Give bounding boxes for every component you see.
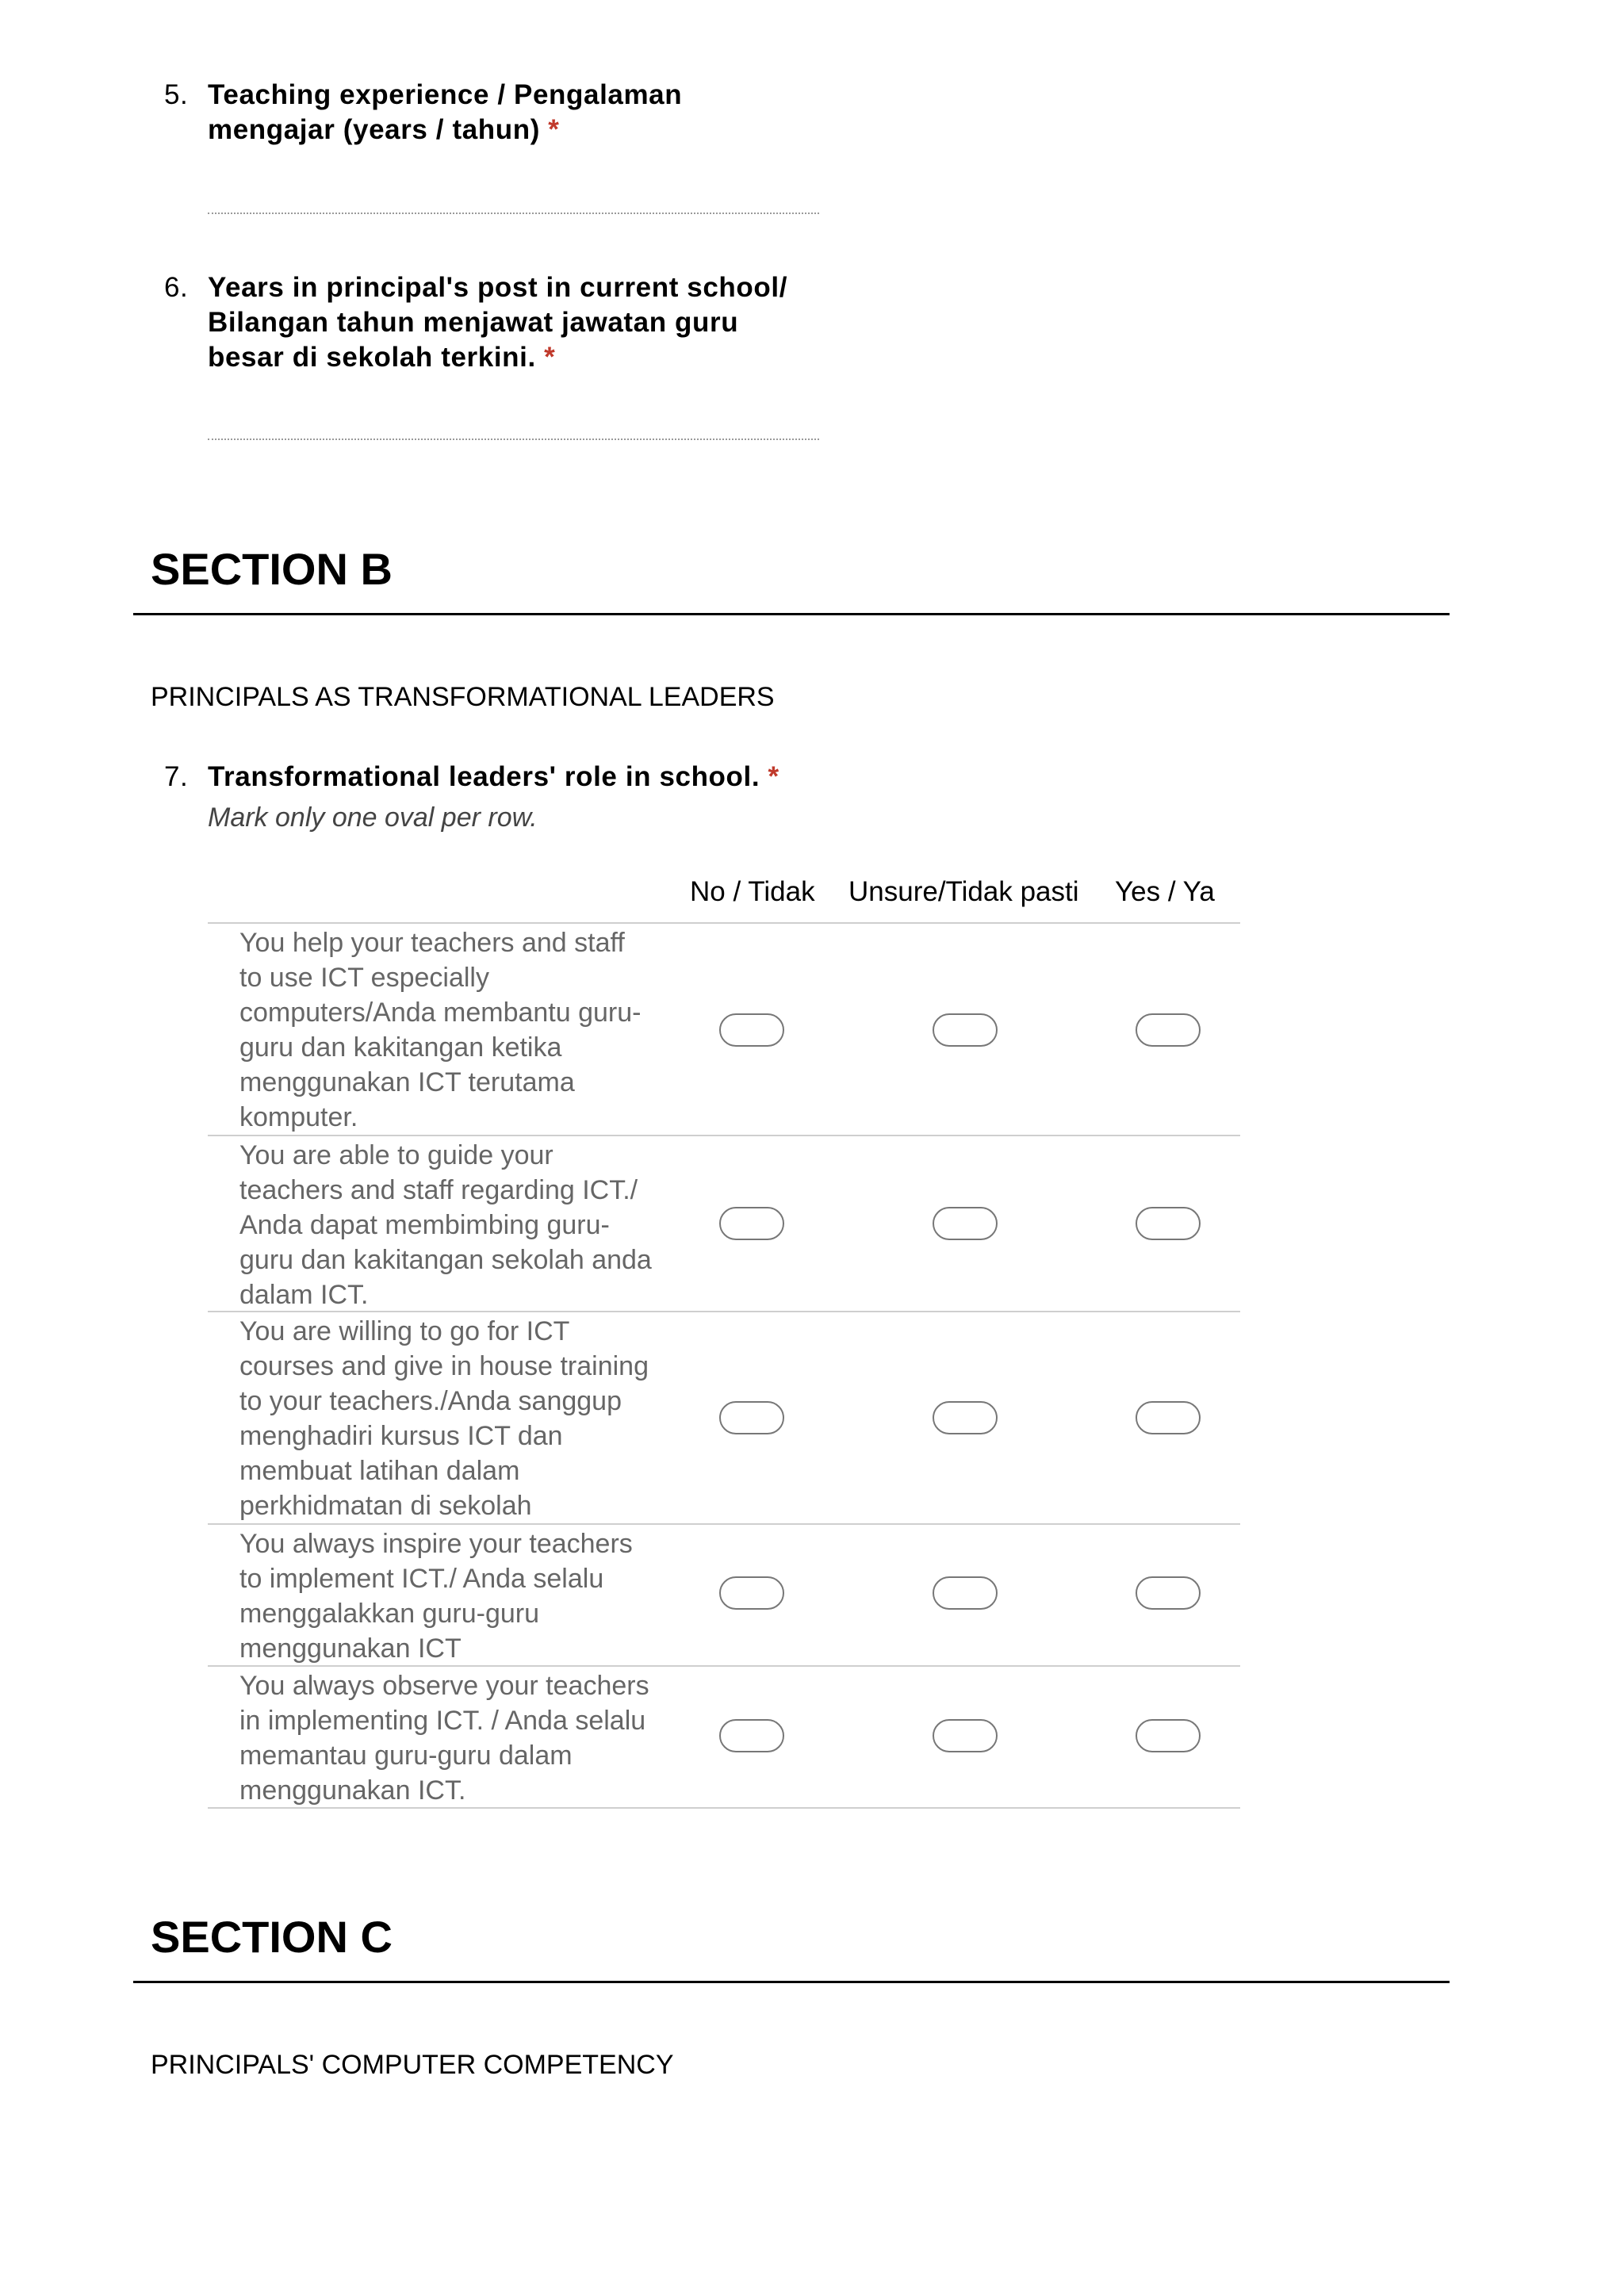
question-7-hint: Mark only one oval per row. [208,802,538,833]
question-5-title-line1: Teaching experience / Pengalaman [208,79,683,110]
row-1-yes-oval[interactable] [1136,1013,1201,1047]
section-b-divider [133,613,1450,615]
section-c-description: PRINCIPALS' COMPUTER COMPETENCY [151,2050,674,2080]
question-6-answer-field[interactable] [208,439,819,440]
question-6-title-line2: Bilangan tahun menjawat jawatan guru [208,307,739,338]
row-4-unsure-oval[interactable] [933,1576,998,1610]
row-label-line: guru dan kakitangan sekolah anda [239,1245,652,1275]
row-1-unsure-oval[interactable] [933,1013,998,1047]
row-label-line: You always observe your teachers [239,1671,649,1701]
choice-grid [208,922,1240,1809]
question-6-title-line3: besar di sekolah terkini. [208,342,536,373]
section-c-title: SECTION C [151,1912,393,1962]
row-2-yes-oval[interactable] [1136,1207,1201,1240]
row-label-line: menggunakan ICT terutama [239,1067,575,1097]
grid-row-3-label [239,1314,684,1523]
row-label-line: to use ICT especially [239,963,489,993]
row-label-line: menggalakkan guru-guru [239,1599,540,1629]
required-asterisk: * [548,114,560,145]
row-label-line: to implement ICT./ Anda selalu [239,1564,604,1594]
row-label-line: komputer. [239,1102,358,1132]
row-label-line: You are willing to go for ICT [239,1316,570,1346]
question-6-title [208,270,787,375]
row-label-line: You help your teachers and staff [239,928,625,958]
row-label-line: computers/Anda membantu guru- [239,998,642,1028]
row-3-unsure-oval[interactable] [933,1401,998,1434]
grid-row-2 [208,1136,1240,1312]
row-5-yes-oval[interactable] [1136,1719,1201,1752]
question-7-title-text: Transformational leaders' role in school. [208,761,760,792]
grid-row-5 [208,1667,1240,1809]
section-b-title: SECTION B [151,544,393,594]
question-5-title [208,78,682,147]
required-asterisk: * [544,342,556,373]
question-5-number: 5. [164,79,189,110]
row-5-unsure-oval[interactable] [933,1719,998,1752]
row-label-line: guru dan kakitangan ketika [239,1032,562,1063]
column-header-yes: Yes / Ya [1115,876,1215,907]
grid-row-4-label [239,1526,684,1666]
grid-row-1 [208,924,1240,1136]
row-label-line: menghadiri kursus ICT dan [239,1421,563,1451]
row-3-no-oval[interactable] [719,1401,784,1434]
row-2-unsure-oval[interactable] [933,1207,998,1240]
row-5-no-oval[interactable] [719,1719,784,1752]
row-2-no-oval[interactable] [719,1207,784,1240]
row-label-line: perkhidmatan di sekolah [239,1491,532,1521]
grid-row-2-label [239,1138,684,1312]
grid-row-5-label [239,1668,684,1808]
question-5-answer-field[interactable] [208,213,819,214]
row-label-line: membuat latihan dalam [239,1456,520,1486]
row-label-line: in implementing ICT. / Anda selalu [239,1706,646,1736]
question-5-title-line2: mengajar (years / tahun) [208,114,540,145]
question-7-title [208,760,779,795]
column-header-no: No / Tidak [690,876,815,907]
row-label-line: Anda dapat membimbing guru- [239,1210,610,1240]
row-label-line: You always inspire your teachers [239,1529,633,1559]
row-label-line: teachers and staff regarding ICT./ [239,1175,638,1205]
grid-row-3 [208,1312,1240,1525]
row-label-line: menggunakan ICT [239,1633,462,1664]
row-4-yes-oval[interactable] [1136,1576,1201,1610]
row-label-line: courses and give in house training [239,1351,649,1381]
section-b-description: PRINCIPALS AS TRANSFORMATIONAL LEADERS [151,682,775,712]
row-1-no-oval[interactable] [719,1013,784,1047]
required-asterisk: * [768,761,779,792]
column-header-unsure: Unsure/Tidak pasti [848,876,1079,907]
question-6-number: 6. [164,272,189,303]
row-4-no-oval[interactable] [719,1576,784,1610]
question-7-number: 7. [164,761,189,792]
row-label-line: menggunakan ICT. [239,1775,466,1806]
row-label-line: to your teachers./Anda sanggup [239,1386,622,1416]
row-label-line: You are able to guide your [239,1140,553,1170]
section-c-divider [133,1981,1450,1983]
row-3-yes-oval[interactable] [1136,1401,1201,1434]
grid-row-4 [208,1525,1240,1667]
question-6-title-line1: Years in principal's post in current school/ [208,272,788,303]
grid-row-1-label [239,925,684,1135]
row-label-line: dalam ICT. [239,1280,369,1310]
row-label-line: memantau guru-guru dalam [239,1741,573,1771]
